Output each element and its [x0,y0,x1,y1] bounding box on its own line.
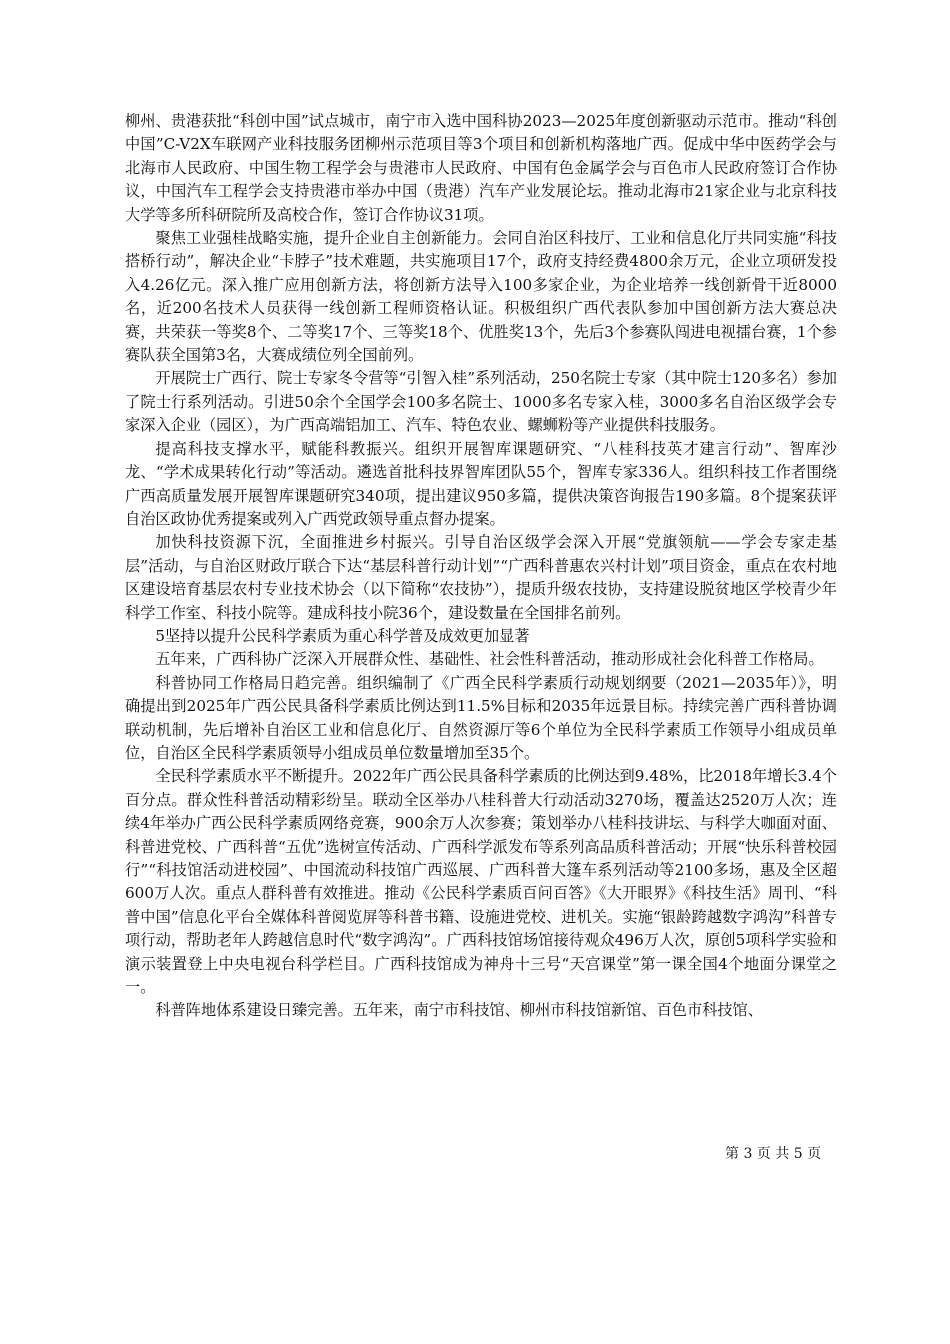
page-number-footer: 第 3 页 共 5 页 [725,1146,822,1162]
paragraph-academician-talent: 开展院士广西行、院士专家冬令营等“引智入桂”系列活动，250名院士专家（其中院士120多名）参加了院士行系列活动。引进50余个全国学会100多名院士、1000多名专家入桂，3000多名自治区级学会专家深入企业（园区），为广西高端铝加工、汽车、特色农业、螺蛳粉等产业提供科技服务。 [125,369,837,435]
paragraph-venue-system: 科普阵地体系建设日臻完善。五年来，南宁市科技馆、柳州市科技馆新馆、百色市科技馆、 [155,1001,763,1020]
section-heading-science-literacy: 5坚持以提升公民科学素质为重心科学普及成效更加显著 [155,626,530,645]
paragraph-coordination-framework: 科普协同工作格局日趋完善。组织编制了《广西全民科学素质行动规划纲要（2021—2035年）》，明确提出到2025年广西公民具备科学素质比例达到11.5%目标和2035年远景目标。持续完善广西科普协调联动机制，先后增补自治区工业和信息化厅、自然资源厅等6个单位为全民科学素质工作领导小组成员单位，自治区全民科学素质领导小组成员单位数量增加至35个。 [125,673,837,762]
document-body [125,110,837,1023]
paragraph-five-years-overview: 五年来，广西科协广泛深入开展群众性、基础性、社会性科普活动，推动形成社会化科普工作格局。 [155,650,824,669]
paragraph-industry-innovation: 聚焦工业强桂战略实施，提升企业自主创新能力。会同自治区科技厅、工业和信息化厅共同实施“科技搭桥行动”，解决企业“卡脖子”技术难题，共实施项目17个，政府支持经费4800余万元，企业立项研发投入4.26亿元。深入推广应用创新方法，将创新方法导入100多家企业，为企业培养一线创新骨干近8000名，近200名技术人员获得一线创新工程师资格认证。积极组织广西代表队参加中国创新方法大赛总决赛，共荣获一等奖8个、二等奖17个、三等奖18个、优胜奖13个，先后3个参赛队闯进电视擂台赛，1个参赛队获全国第3名，大赛成绩位列全国前列。 [125,229,837,365]
paragraph-innovation-cities: 柳州、贵港获批“科创中国”试点城市，南宁市入选中国科协2023—2025年度创新驱动示范市。推动“科创中国”C-V2X车联网产业科技服务团柳州示范项目等3个项目和创新机构落地广西。促成中华中医药学会与北海市人民政府、中国生物工程学会与贵港市人民政府、中国有色金属学会与百色市人民政府签订合作协议，中国汽车工程学会支持贵港市举办中国（贵港）汽车产业发展论坛。推动北海市21家企业与北京科技大学等多所科研院所及高校合作，签订合作协议31项。 [125,112,837,224]
paragraph-literacy-improvement: 全民科学素质水平不断提升。2022年广西公民具备科学素质的比例达到9.48%，比2018年增长3.4个百分点。群众性科普活动精彩纷呈。联动全区举办八桂科普大行动活动3270场，覆盖达2520万人次；连续4年举办广西公民科学素质网络竞赛，900余万人次参赛；策划举办八桂科技讲坛、与科学大咖面对面、科普进党校、广西科普“五优”选树宣传活动、广西科学派发布等系列高品质科普活动；开展“快乐科普校园行”“科技馆活动进校园”、中国流动科技馆广西巡展、广西科普大篷车系列活动等2100多场，惠及全区超600万人次。重点人群科普有效推进。推动《公民科学素质百问百答》《大开眼界》《科技生活》周刊、“科普中国”信息化平台全媒体科普阅览屏等科普书籍、设施进党校、进机关。实施“银龄跨越数字鸿沟”科普专项行动，帮助老年人跨越信息时代“数字鸿沟”。广西科技馆场馆接待观众496万人次，原创5项科学实验和演示装置登上中央电视台科学栏目。广西科技馆成为神舟十三号“天宫课堂”第一课全国4个地面分课堂之一。 [125,767,837,997]
paragraph-think-tank: 提高科技支撑水平，赋能科教振兴。组织开展智库课题研究、“八桂科技英才建言行动”、智库沙龙、“学术成果转化行动”等活动。遴选首批科技界智库团队55个，智库专家336人。组织科技工作者围绕广西高质量发展开展智库课题研究340项，提出建议950多篇，提供决策咨询报告190多篇。8个提案获评自治区政协优秀提案或列入广西党政领导重点督办提案。 [125,439,837,528]
paragraph-rural-revitalization: 加快科技资源下沉，全面推进乡村振兴。引导自治区级学会深入开展“党旗领航——学会专家走基层”活动，与自治区财政厅联合下达“基层科普行动计划”“广西科普惠农兴村计划”项目资金，重点在农村地区建设培育基层农村专业技术协会（以下简称“农技协”），提质升级农技协，支持建设脱贫地区学校青少年科学工作室、科技小院等。建成科技小院36个，建设数量在全国排名前列。 [125,533,837,622]
